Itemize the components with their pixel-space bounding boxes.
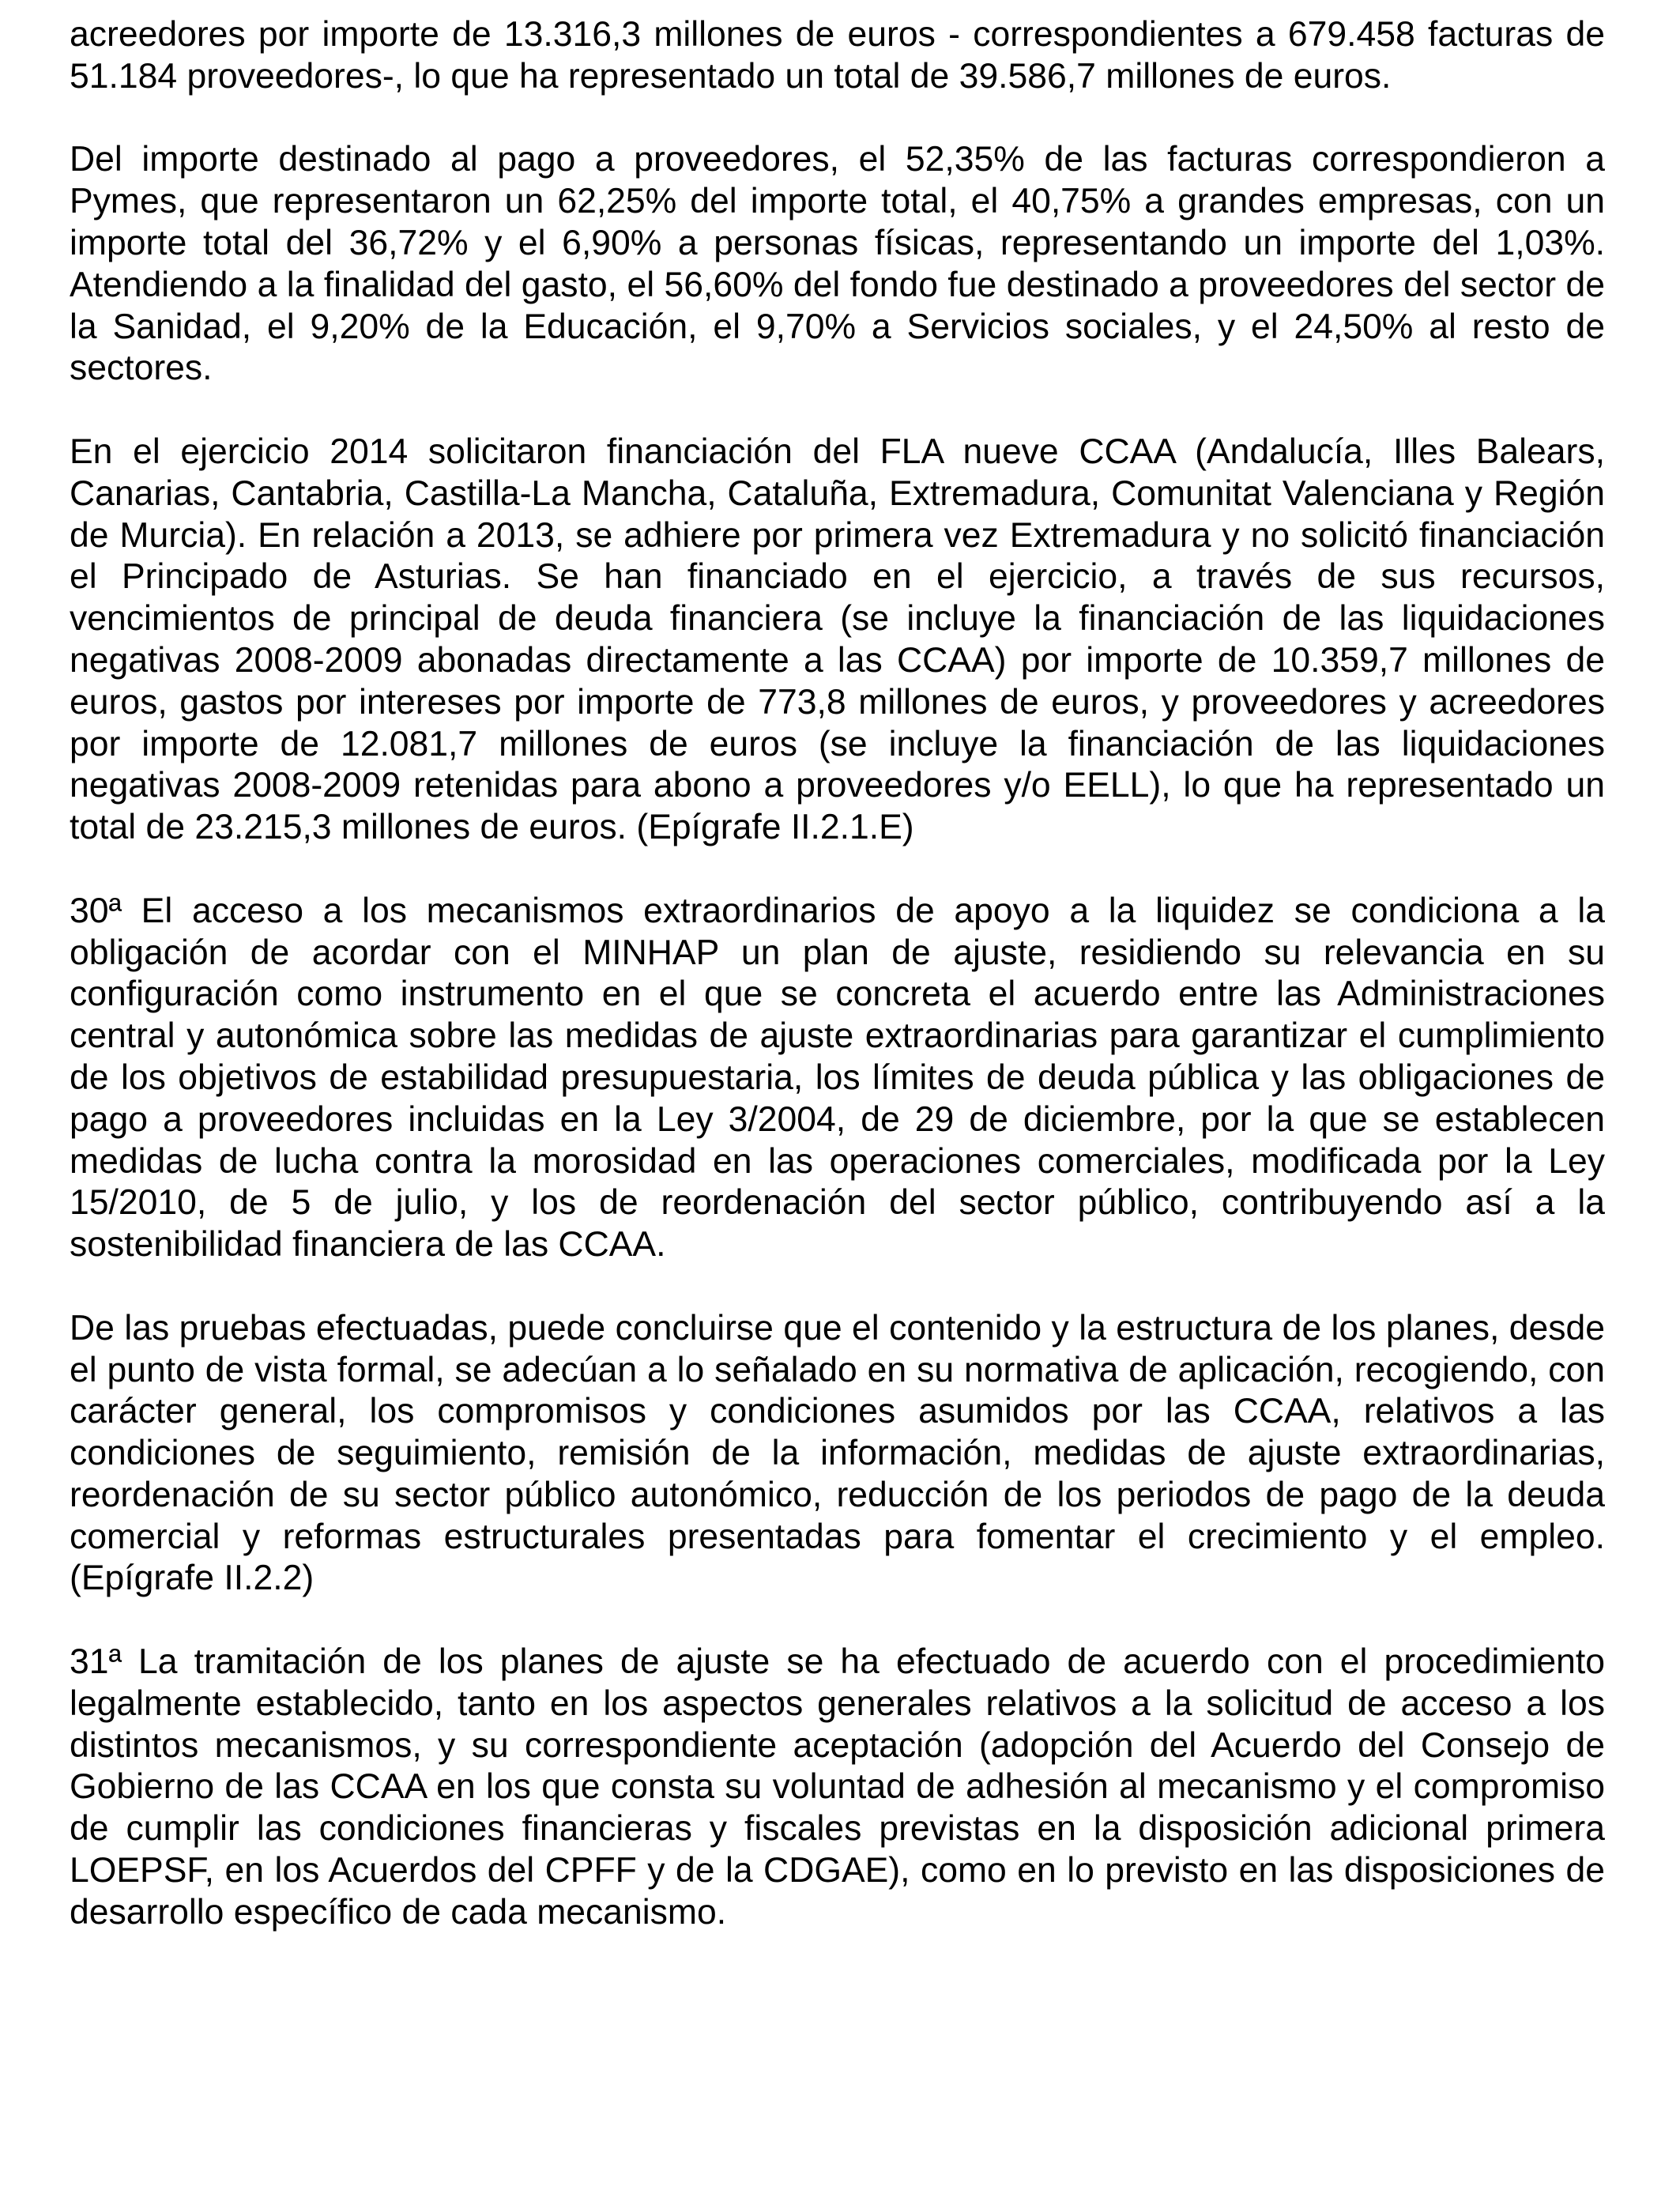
- paragraph-funding-totals: acreedores por importe de 13.316,3 millones de euros - correspondientes a 679.458 facturas de 51.184 proveedores-, lo que ha representado un total de 39.586,7 millones de euros.: [70, 15, 1605, 96]
- document-body: [70, 14, 1605, 1975]
- paragraph-conclusion-31: 31ª La tramitación de los planes de ajuste se ha efectuado de acuerdo con el procedimiento legalmente establecido, tanto en los aspectos generales relativos a la solicitud de acceso a los distintos mecanismos, y su correspondiente aceptación (adopción del Acuerdo del Consejo de Gobierno de las CCAA en los que consta su voluntad de adhesión al mecanismo y el compromiso de cumplir las condiciones financieras y fiscales previstas en la disposición adicional primera LOEPSF, en los Acuerdos del CPFF y de la CDGAE), como en lo previsto en las disposiciones de desarrollo específico de cada mecanismo.: [70, 1642, 1605, 1932]
- paragraph-plan-tests: De las pruebas efectuadas, puede concluirse que el contenido y la estructura de los planes, desde el punto de vista formal, se adecúan a lo señalado en su normativa de aplicación, recogiendo, con carácter general, los compromisos y condiciones asumidos por las CCAA, relativos a las condiciones de seguimiento, remisión de la información, medidas de ajuste extraordinarias, reordenación de su sector público autonómico, reducción de los periodos de pago de la deuda comercial y reformas estructurales presentadas para fomentar el crecimiento y el empleo. (Epígrafe II.2.2): [70, 1308, 1605, 1598]
- paragraph-fla-2014: En el ejercicio 2014 solicitaron financiación del FLA nueve CCAA (Andalucía, Illes Balears, Canarias, Cantabria, Castilla-La Mancha, Cataluña, Extremadura, Comunitat Valenciana y Región de Murcia). En relación a 2013, se adhiere por primera vez Extremadura y no solicitó financiación el Principado de Asturias. Se han financiado en el ejercicio, a través de sus recursos, vencimientos de principal de deuda financiera (se incluye la financiación de las liquidaciones negativas 2008-2009 abonadas directamente a las CCAA) por importe de 10.359,7 millones de euros, gastos por intereses por importe de 773,8 millones de euros, y proveedores y acreedores por importe de 12.081,7 millones de euros (se incluye la financiación de las liquidaciones negativas 2008-2009 retenidas para abono a proveedores y/o EELL), lo que ha representado un total de 23.215,3 millones de euros. (Epígrafe II.2.1.E): [70, 432, 1605, 847]
- paragraph-conclusion-30: 30ª El acceso a los mecanismos extraordinarios de apoyo a la liquidez se condiciona a la obligación de acordar con el MINHAP un plan de ajuste, residiendo su relevancia en su configuración como instrumento en el que se concreta el acuerdo entre las Administraciones central y autonómica sobre las medidas de ajuste extraordinarias para garantizar el cumplimiento de los objetivos de estabilidad presupuestaria, los límites de deuda pública y las obligaciones de pago a proveedores incluidas en la Ley 3/2004, de 29 de diciembre, por la que se establecen medidas de lucha contra la morosidad en las operaciones comerciales, modificada por la Ley 15/2010, de 5 de julio, y los de reordenación del sector público, contribuyendo así a la sostenibilidad financiera de las CCAA.: [70, 891, 1605, 1265]
- paragraph-supplier-breakdown: Del importe destinado al pago a proveedores, el 52,35% de las facturas correspondieron a Pymes, que representaron un 62,25% del importe total, el 40,75% a grandes empresas, con un importe total del 36,72% y el 6,90% a personas físicas, representando un importe del 1,03%. Atendiendo a la finalidad del gasto, el 56,60% del fondo fue destinado a proveedores del sector de la Sanidad, el 9,20% de la Educación, el 9,70% a Servicios sociales, y el 24,50% al resto de sectores.: [70, 140, 1605, 388]
